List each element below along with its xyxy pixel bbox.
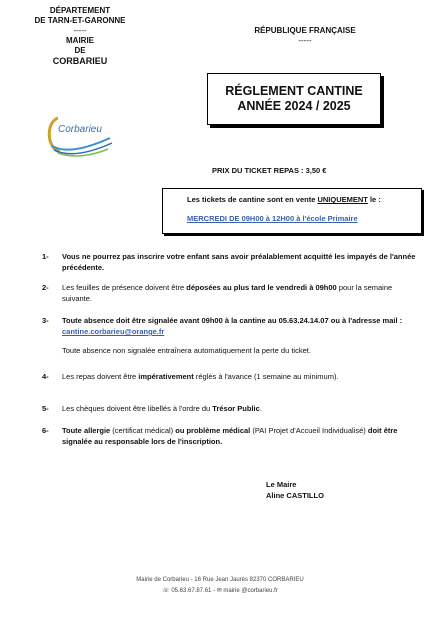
header-right [245,26,365,46]
rule-text-d: (PAI Projet d'Accueil Individualisé) [250,426,368,435]
title-line1: RÉGLEMENT CANTINE [225,84,363,98]
footer-address: Mairie de Corbarieu - 16 Rue Jean Jaurès 82370 CORBARIEU [136,577,304,583]
rule-4 [42,371,420,382]
rule-number: 5- [42,404,49,413]
logo-text: Corbarieu [58,124,102,135]
rule-text-e: doit être signalée au responsable lors de l'inscription. [62,426,398,446]
header-left [20,6,140,66]
region-label: DE TARN-ET-GARONNE [34,16,126,25]
rule-text-b: Trésor Public [212,404,260,413]
separator: ----- [298,36,312,45]
mairie-label: MAIRIE [66,36,94,45]
rule-note: Toute absence non signalée entraînera automatiquement la perte du ticket. [62,346,311,355]
town-label: CORBARIEU [52,56,108,66]
rule-number: 6- [42,426,49,435]
title-line2: ANNÉE 2024 / 2025 [237,99,351,113]
sale-pre: Les tickets de cantine sont en vente [187,195,318,204]
rule-6 [42,425,420,447]
sale-emphasis: UNIQUEMENT [317,195,368,204]
rule-3 [42,315,420,356]
rule-text-b: impérativement [138,372,194,381]
signature-name: Aline CASTILLO [266,491,324,500]
signature-role: Le Maire [266,480,297,489]
rule-number: 4- [42,372,49,381]
signature [266,479,324,501]
rule-number: 2- [42,283,49,292]
de-label: DE [74,46,86,55]
rule-text-a: Les chèques doivent être libellés à l'ordre du [62,404,213,413]
rule-text-a: Les feuilles de présence doivent être [62,283,187,292]
dept-label: DÉPARTEMENT [49,6,111,15]
ticket-price: PRIX DU TICKET REPAS : 3,50 € [212,166,327,175]
sale-info-box [162,188,422,234]
footer-contact: ☏ 05.63.67.87.61 - ✉ mairie @corbarieu.fr [162,588,278,594]
rule-text: Vous ne pourrez pas inscrire votre enfant sans avoir préalablement acquitté les impayés de l'année précédente. [62,252,416,272]
rule-text-b: déposées au plus tard le vendredi à 09h00 [186,283,337,292]
sale-post: le : [367,195,381,204]
rule-text-b: (certificat médical) [110,426,176,435]
rule-text-a: Toute allergie [62,426,111,435]
sale-line [187,195,381,204]
rule-text-c: ou problème médical [175,426,251,435]
rule-text-c: réglés à l'avance (1 semaine au minimum). [193,372,339,381]
sale-schedule: MERCREDI DE 09H00 à 12H00 à l'école Primaire [187,214,358,223]
logo-graphic [44,112,116,160]
separator: ----- [73,26,87,35]
rule-number: 3- [42,316,49,325]
title-box [207,73,381,125]
rule-text-a: Toute absence doit être signalée avant 09h00 à la cantine au 05.63.24.14.07 ou à l'adresse mail : [62,316,403,325]
rule-2 [42,282,420,304]
rule-text-a: Les repas doivent être [62,372,139,381]
town-logo [44,112,116,160]
rule-text-c: pour la semaine suivante. [62,283,393,303]
rule-1 [42,251,420,273]
rule-text-c: . [259,404,262,413]
rule-number: 1- [42,252,49,261]
rule-5 [42,403,420,414]
republic-label: RÉPUBLIQUE FRANÇAISE [254,26,356,35]
email-link[interactable]: cantine.corbarieu@orange.fr [62,327,165,336]
